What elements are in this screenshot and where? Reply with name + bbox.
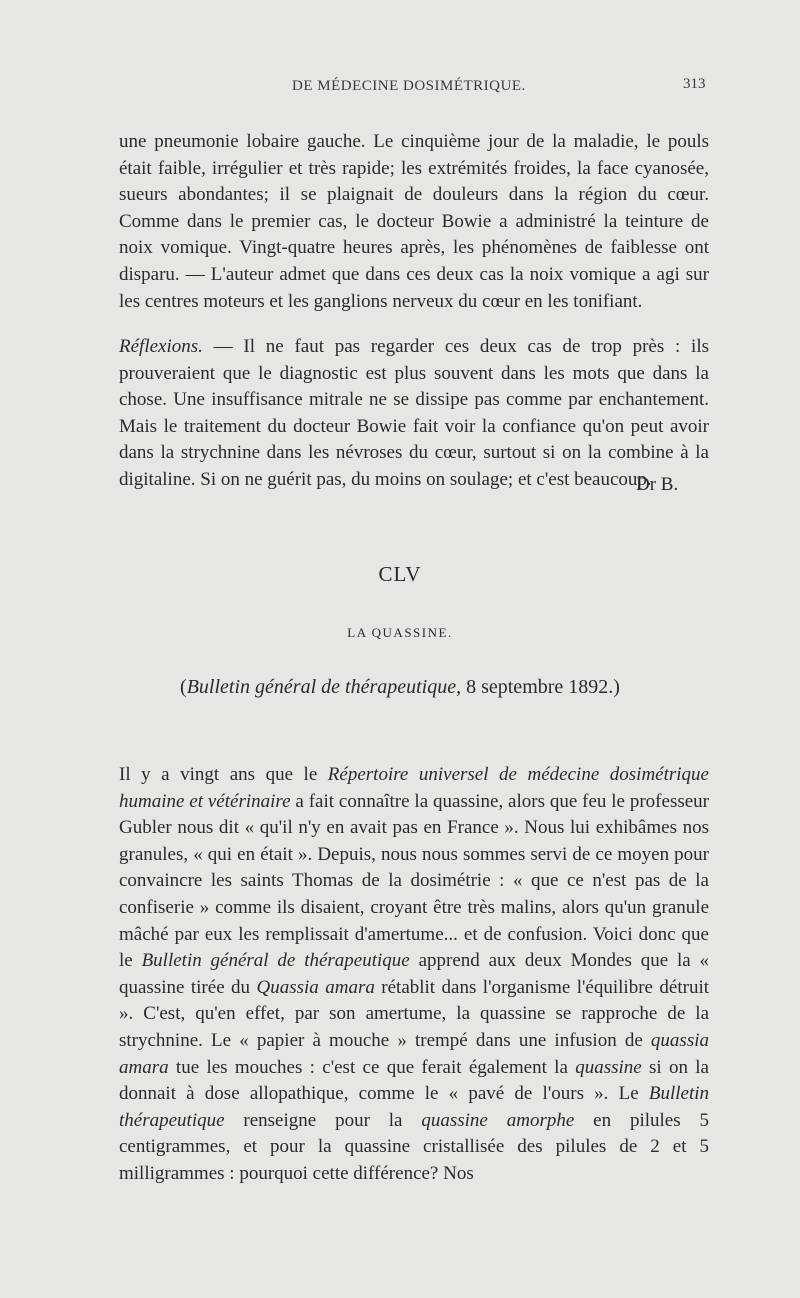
text-run: en pilules 5 centigrammes, et pour la quassine cristallisée des pilules de 2 et 5 milligrammes : pourquoi cette différence? Nos [119,1109,709,1184]
running-head: DE MÉDECINE DOSIMÉTRIQUE. [292,78,526,94]
text-run: a fait connaître la quassine, alors que feu le professeur Gubler nous dit « qu'il n'y en avait pas en France ». Nous lui exhibâmes nos granules, « qui en était ». Depuis, nous nous sommes servi de ce moyen pour convaincre les saints Thomas de la dosimétrie : « que ce n'est pas de la confiserie » comme ils disaient, croyant être très malins, alors qu'un granule mâché par eux les remplissait d'amertume... et de confusion. Voici donc que le [119,790,709,972]
text-run: rétablit dans l'organisme l'équilibre détruit ». C'est, qu'en effet, par son amertume, la quassine se rapproche de la strychnine. Le « papier à mouche » trempé dans une infusion de [119,976,709,1051]
paragraph-case-report: une pneumonie lobaire gauche. Le cinquième jour de la maladie, le pouls était faible, irrégulier et très rapide; les extrémités froides, la face cyanosée, sueurs abondantes; il se plaignait de douleurs dans la région du cœur. Comme dans le premier cas, le docteur Bowie a administré la teinture de noix vomique. Vingt-quatre heures après, les phénomènes de faiblesse ont disparu. — L'auteur admet que dans ces deux cas la noix vomique a agi sur les centres moteurs et les ganglions nerveux du cœur en les tonifiant. [119,131,709,312]
italic-species: Quassia amara [256,976,375,998]
page-number: 313 [683,76,706,92]
reflexions-text: — Il ne faut pas regarder ces deux cas de trop près : ils prouveraient que le diagnostic est plus souvent dans les mots que dans la chose. Une insuffisance mitrale ne se dissipe pas comme par enchantement. Mais le traitement du docteur Bowie fait voir la confiance qu'on peut avoir dans la strychnine dans les névroses du cœur, surtout si on la combine à la digitaline. Si on ne guérit pas, du moins on soulage; et c'est beaucoup. [119,336,709,490]
text-run: apprend aux deux Mondes que la « quassine tirée du [119,950,710,998]
text-run: renseigne pour la [224,1109,422,1131]
italic-species: quassia amara [119,1029,709,1078]
reflexions-label: Réflexions. [119,336,203,357]
italic-title: Bulletin thérapeutique [119,1083,709,1131]
italic-term: quassine amorphe [421,1109,575,1131]
text-run: Il y a vingt ans que le [119,764,328,785]
text-run: si on la donnait à dose allopathique, comme le « pavé de l'ours ». Le [119,1056,709,1105]
text-run: tue les mouches : c'est ce que ferait également la [168,1056,576,1078]
paragraph-quassine [119,762,709,1188]
author-signature: Dr B. [636,474,679,495]
italic-title: Répertoire universel de médecine dosimétrique humaine et vétérinaire [119,764,709,812]
italic-term: quassine [575,1056,642,1078]
section-title: LA QUASSINE. [347,625,453,640]
italic-title: Bulletin général de thérapeutique [141,950,410,972]
source-journal: Bulletin général de thérapeutique, [186,676,462,698]
source-open-paren: ( [180,676,187,698]
source-date: 8 septembre 1892.) [461,676,620,698]
paragraph-reflexions [119,334,709,494]
section-number: CLV [378,562,422,586]
source-citation [0,676,800,699]
